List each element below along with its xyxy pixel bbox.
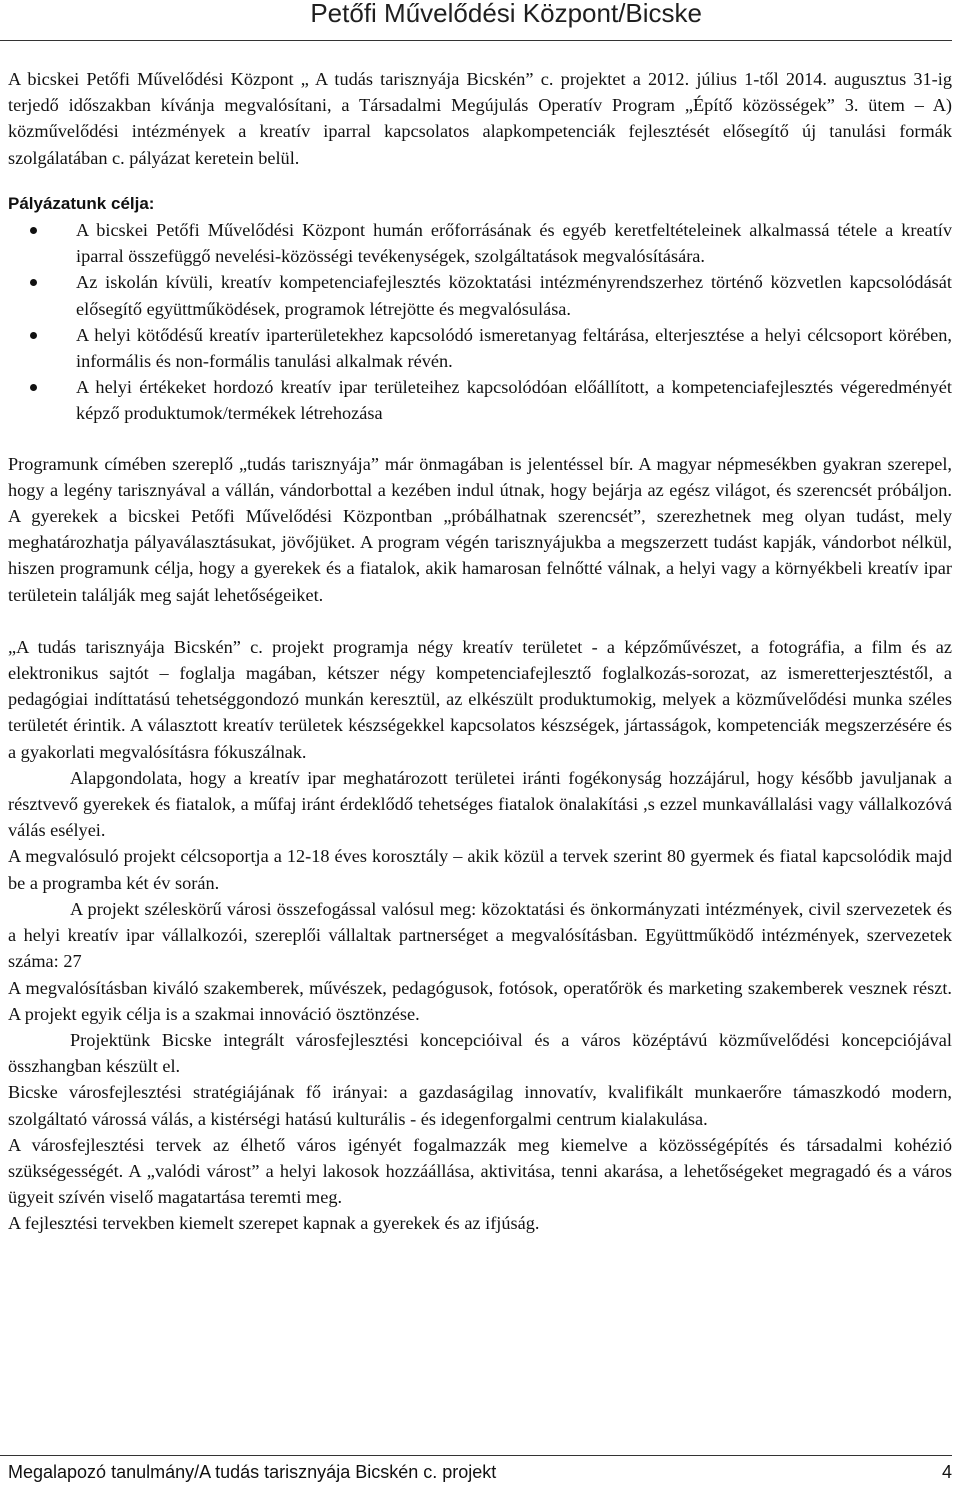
goals-heading: Pályázatunk célja: — [8, 193, 155, 213]
intro-paragraph: A bicskei Petőfi Művelődési Központ „ A tudás tarisznyája Bicskén” c. projektet a 2012. július 1-től 2014. augusztus 31-ig terjedő időszakban kívánja megvalósítani, a Társadalmi Megújulás Operatív Program „Építő közösségek” 3. ütem – A) közművelődési intézmények a kreatív iparral kapcsolatos alapkompetenciák fejlesztését elősegítő új tanulási formák szolgálatában c. pályázat keretein belül. — [8, 69, 952, 168]
goal-text: A bicskei Petőfi Művelődési Központ humán erőforrásának és egyéb keretfeltételeinek alkalmassá tétele a kreatív iparral összefüggő nevelési-közösségi tevékenységek, szolgáltatások megvalósítására. — [76, 220, 952, 267]
goal-text: A helyi értékeket hordozó kreatív ipar területeihez kapcsolódóan előállított, a kompetenciafejlesztés végeredményét képző produktumok/termékek létrehozása — [76, 377, 952, 424]
strategy-paragraph: Bicske városfejlesztési stratégiájának fő irányai: a gazdaságilag innovatív, kvalifikált munkaerőre támaszkodó modern, szolgáltató várossá válás, a kistérségi hatású kulturális - és idegenforgalmi centrum kialakulása. — [8, 1082, 952, 1129]
goal-item — [8, 269, 952, 321]
goal-item — [8, 217, 952, 269]
page-number: 4 — [941, 1462, 952, 1482]
header-title: Petőfi Művelődési Központ/Bicske — [310, 0, 702, 28]
basic-idea-paragraph: Alapgondolata, hogy a kreatív ipar meghatározott területei iránti fogékonyság hozzájárul, hogy később javuljanak a résztvevő gyerekek és fiatalok, a műfaj iránt érdeklődő tehetséges fiatalok önalakítási ,s ezzel munkavállalási vagy vállalkozóvá válás esélyei. — [8, 767, 952, 841]
target-group-paragraph: A megvalósuló projekt célcsoportja a 12-18 éves korosztály – akik közül a tervek szerint 80 gyermek és fiatal kapcsolódik majd be a programba két év során. — [8, 846, 952, 893]
page-footer — [0, 1455, 952, 1489]
livable-town-paragraph: A városfejlesztési tervek az élhető város igényét fogalmazzák meg kiemelve a közösségépítés és társadalmi kohézió szükségességét. A „valódi várost” a helyi lakosok hozzáállása, aktivitása, tenni akarása, a lehetőségeket megragadó és a város ügyeit szívén viselő magatartása teremti meg. — [8, 1134, 952, 1208]
goal-text: A helyi kötődésű kreatív iparterületekhez kapcsolódó ismeretanyag feltárása, elterjesztése a helyi célcsoport körében, informális és non-formális tanulási alkalmak révén. — [76, 324, 952, 372]
goals-list — [8, 217, 952, 427]
bullet-icon — [30, 227, 37, 234]
page-header — [0, 0, 952, 41]
cooperation-paragraph: A projekt széleskörű városi összefogással valósul meg: közoktatási és önkormányzati intézmények, civil szervezetek és a helyi kreatív ipar vállalkozói, szereplői vállaltak partnerséget a megvalósításban. Együttműködő intézmények, szervezetek száma: 27 — [8, 898, 952, 972]
youth-paragraph: A fejlesztési tervekben kiemelt szerepet kapnak a gyerekek és az ifjúság. — [8, 1213, 540, 1234]
bullet-icon — [30, 384, 37, 391]
document-body — [8, 66, 952, 1237]
integration-paragraph: Projektünk Bicske integrált városfejlesztési koncepcióival és a város középtávú közművelődési koncepciójával összhangban készült el. — [8, 1029, 952, 1077]
goal-text: Az iskolán kívüli, kreatív kompetenciafejlesztés közoktatási intézményrendszerhez történő közvetlen kapcsolódását elősegítő együttműködések, programok létrejötte és megvalósulása. — [76, 272, 952, 319]
program-areas-paragraph: „A tudás tarisznyája Bicskén” c. projekt programja négy kreatív területet - a képzőművészet, a fotográfia, a film és az elektronikus sajtót – foglalja magában, kétszer négy kompetenciafejlesztő foglalkozás-sorozat, az ismeretterjesztéstől, a pedagógiai indíttatású tehetséggondozó munkán keresztül, az elkészült produktumokig, melyek a közművelődési munka széles területét érintik. A választott kreatív területek készségekkel kapcsolatos készségek, jártasságok, kompetenciák megszerzésére és a gyakorlati megvalósításra fókuszálnak. — [8, 636, 952, 762]
title-meaning-paragraph: Programunk címében szereplő „tudás tarisznyája” már önmagában is jelentéssel bír. A magyar népmesékben gyakran szerepel, hogy a legény tarisznyával a vállán, vándorbottal a kezében indul útnak, hogy bejárja az egész világot, és szerencsét próbáljon. A gyerekek a bicskei Petőfi Művelődési Központban „próbálhatnak szerencsét”, szerezhetnek meg olyan tudást, mely meghatározhatja pályaválasztásukat, jövőjüket. A program végén tarisznyájukba a megszerzett tudást kapják, vándorbot nélkül, hiszen programunk célja, hogy a gyerekek és a fiatalok, akik hamarosan felnőtté válnak, a helyi vagy a környékbeli kreatív ipar területein találják meg saját lehetőségeiket. — [8, 453, 952, 605]
goal-item — [8, 374, 952, 426]
goal-item — [8, 322, 952, 374]
footer-title: Megalapozó tanulmány/A tudás tarisznyája Bicskén c. projekt — [8, 1462, 497, 1482]
experts-paragraph: A megvalósításban kiváló szakemberek, művészek, pedagógusok, fotósok, operatőrök és marketing szakemberek vesznek részt. A projekt egyik célja is a szakmai innováció ösztönzése. — [8, 977, 952, 1024]
bullet-icon — [30, 332, 37, 339]
bullet-icon — [30, 279, 37, 286]
